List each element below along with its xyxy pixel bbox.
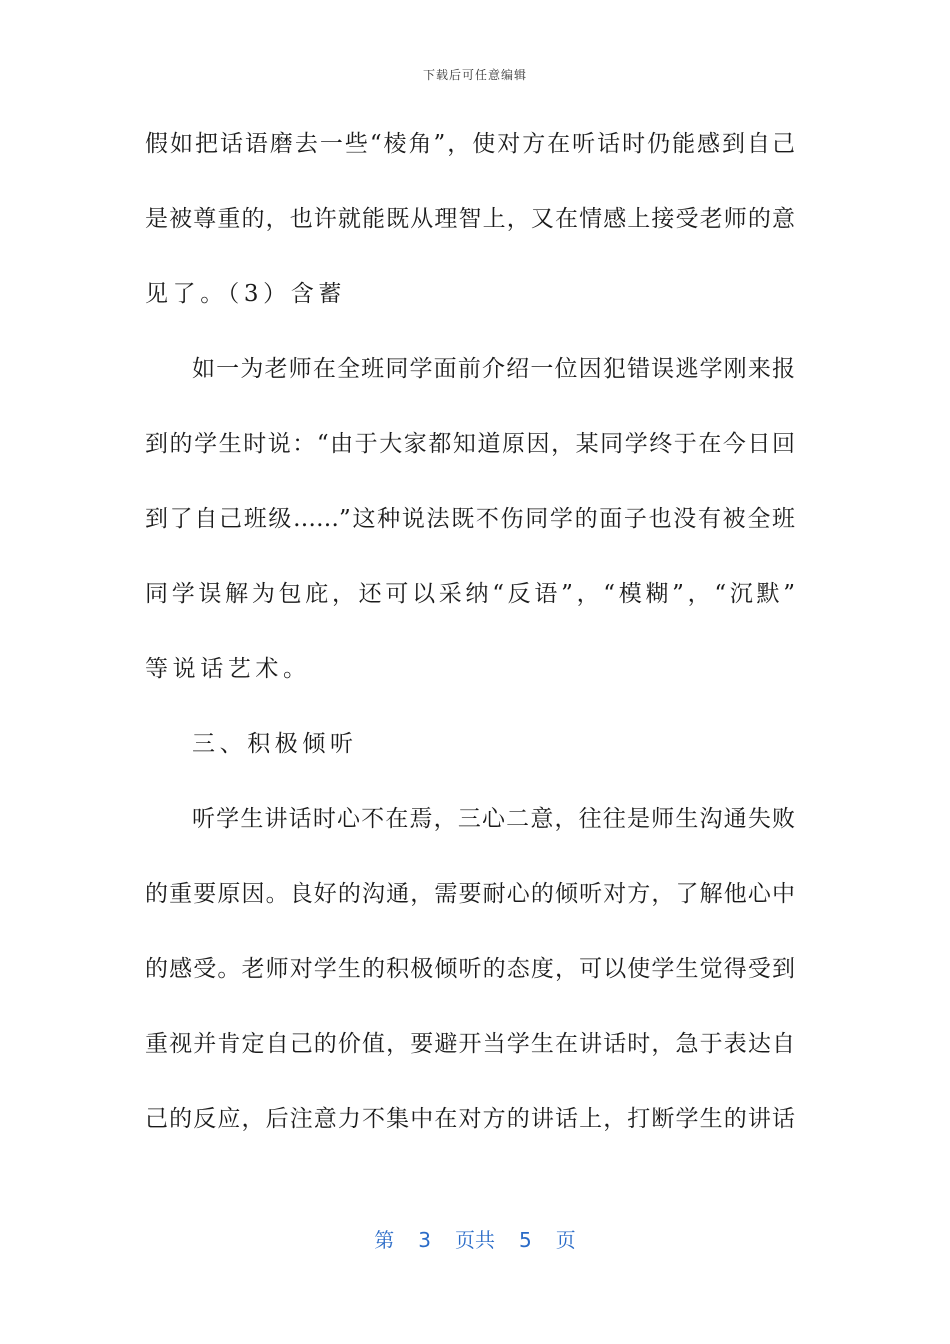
text-line-12: 的感受。老师对学生的积极倾听的态度，可以使学生觉得受到 [145,956,795,982]
document-body [145,119,795,1169]
current-page-number: 3 [418,1228,431,1252]
text-line-6: 到了自己班级……”这种说法既不伤同学的面子也没有被全班 [145,506,795,532]
text-line-2: 是被尊重的，也许就能既从理智上，又在情感上接受老师的意 [145,206,795,232]
text-line-14: 己的反应，后注意力不集中在对方的讲话上，打断学生的讲话 [145,1106,795,1132]
text-line-3: 见了。（3）含蓄 [145,281,346,307]
page-header-note: 下载后可任意编辑 [422,68,527,82]
footer-middle: 页共 [455,1228,495,1252]
total-pages-number: 5 [519,1228,532,1252]
text-line-1: 假如把话语磨去一些“棱角”，使对方在听话时仍能感到自己 [145,131,795,157]
text-line-5: 到的学生时说：“由于大家都知道原因，某同学终于在今日回 [145,431,795,457]
text-line-4: 如一为老师在全班同学面前介绍一位因犯错误逃学刚来报 [192,356,795,382]
footer-suffix: 页 [555,1228,576,1252]
text-line-7: 同学误解为包庇，还可以采纳“反语”，“模糊”，“沉默” [145,581,795,607]
section-heading: 三、积极倾听 [192,731,358,757]
text-line-11: 的重要原因。良好的沟通，需要耐心的倾听对方，了解他心中 [145,881,795,907]
text-line-10: 听学生讲话时心不在焉，三心二意，往往是师生沟通失败 [192,806,795,832]
text-line-13: 重视并肯定自己的价值，要避开当学生在讲话时，急于表达自 [145,1031,795,1057]
footer-prefix: 第 [374,1228,395,1252]
text-line-8: 等说话艺术。 [145,656,311,682]
page-footer [0,1224,950,1253]
